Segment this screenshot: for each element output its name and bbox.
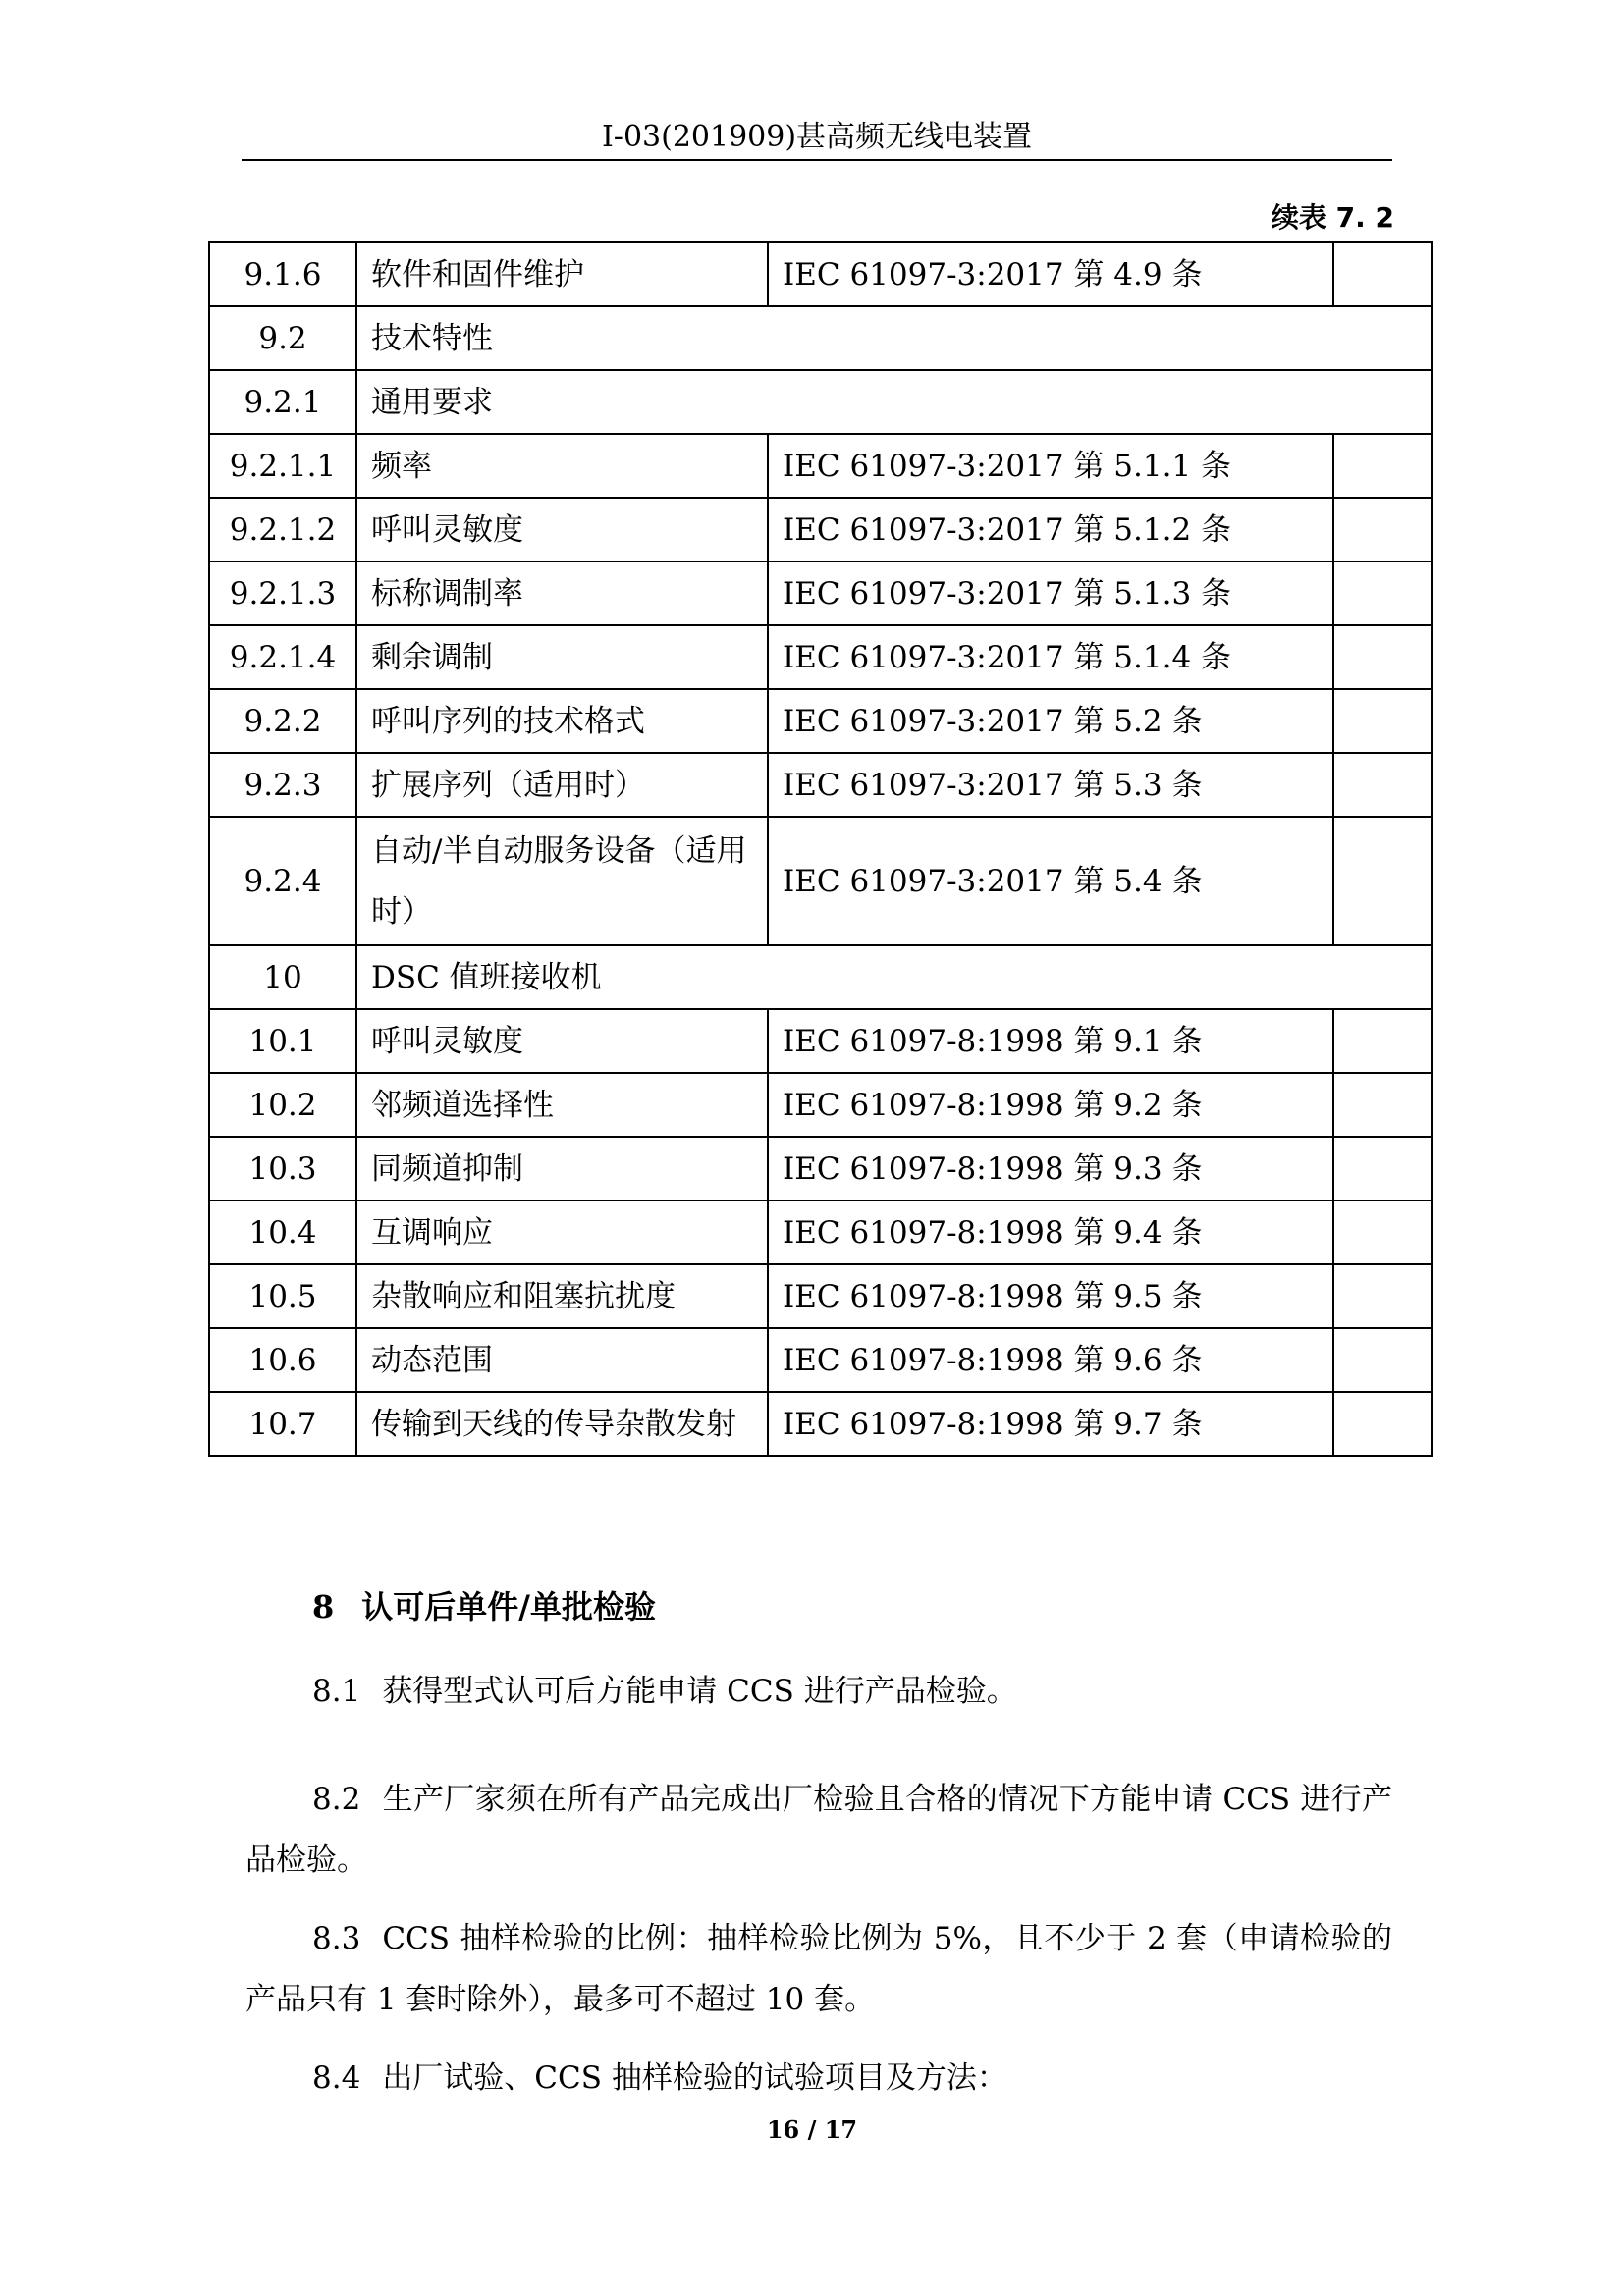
- result-cell: [1333, 625, 1432, 689]
- paragraph-8-2: [245, 1769, 1392, 1891]
- group-heading-cell: DSC 值班接收机: [356, 945, 1432, 1009]
- paragraph-number: 8.3: [312, 1921, 361, 1956]
- table-row: [209, 625, 1432, 689]
- test-item-cell: 邻频道选择性: [356, 1073, 768, 1137]
- spec-table-body: [209, 242, 1432, 1456]
- table-row: [209, 434, 1432, 498]
- clause-number-cell: 9.2.1.2: [209, 498, 356, 561]
- clause-number-cell: 9.2.3: [209, 753, 356, 817]
- table-row: [209, 1073, 1432, 1137]
- standard-reference-cell: IEC 61097-3:2017 第 5.1.1 条: [768, 434, 1333, 498]
- paragraph-text: 出厂试验、CCS 抽样检验的试验项目及方法：: [382, 2060, 1007, 2096]
- result-cell: [1333, 242, 1432, 306]
- test-item-cell: 传输到天线的传导杂散发射: [356, 1392, 768, 1456]
- paragraph-text: 生产厂家须在所有产品完成出厂检验且合格的情况下方能申请 CCS 进行产品检验。: [245, 1782, 1392, 1878]
- page-footer: [0, 2112, 1624, 2148]
- standard-reference-cell: IEC 61097-8:1998 第 9.5 条: [768, 1264, 1333, 1328]
- table-row: [209, 242, 1432, 306]
- clause-number-cell: 9.2.1.4: [209, 625, 356, 689]
- test-item-cell: 同频道抑制: [356, 1137, 768, 1201]
- paragraph-number: 8.1: [312, 1674, 361, 1709]
- clause-number-cell: 9.2: [209, 306, 356, 370]
- standard-reference-cell: IEC 61097-8:1998 第 9.2 条: [768, 1073, 1333, 1137]
- clause-number-cell: 10.4: [209, 1201, 356, 1264]
- table-row: [209, 1328, 1432, 1392]
- clause-number-cell: 10: [209, 945, 356, 1009]
- section-heading: [312, 1582, 656, 1631]
- clause-number-cell: 10.7: [209, 1392, 356, 1456]
- result-cell: [1333, 1392, 1432, 1456]
- test-item-cell: 频率: [356, 434, 768, 498]
- result-cell: [1333, 1201, 1432, 1264]
- result-cell: [1333, 434, 1432, 498]
- paragraph-8-3: [245, 1908, 1392, 2030]
- result-cell: [1333, 1009, 1432, 1073]
- table-row: [209, 498, 1432, 561]
- result-cell: [1333, 561, 1432, 625]
- clause-number-cell: 9.2.1.3: [209, 561, 356, 625]
- table-row: [209, 1201, 1432, 1264]
- paragraph-text: CCS 抽样检验的比例：抽样检验比例为 5%，且不少于 2 套（申请检验的产品只有 1 套时除外），最多可不超过 10 套。: [245, 1921, 1392, 2017]
- standard-reference-cell: IEC 61097-8:1998 第 9.3 条: [768, 1137, 1333, 1201]
- table-row: [209, 1009, 1432, 1073]
- test-item-cell: 互调响应: [356, 1201, 768, 1264]
- page-header: [242, 116, 1392, 161]
- table-row: [209, 1264, 1432, 1328]
- section-title-text: 认可后单件/单批检验: [361, 1588, 656, 1626]
- table-caption: 续表 7. 2: [1271, 201, 1394, 234]
- test-item-cell: 自动/半自动服务设备（适用时）: [356, 817, 768, 945]
- clause-number-cell: 9.2.1: [209, 370, 356, 434]
- header-title: I-03(201909)甚高频无线电装置: [601, 120, 1033, 154]
- page-number: 16 / 17: [766, 2115, 858, 2144]
- clause-number-cell: 9.2.4: [209, 817, 356, 945]
- table-row: [209, 1392, 1432, 1456]
- test-item-cell: 动态范围: [356, 1328, 768, 1392]
- clause-number-cell: 10.2: [209, 1073, 356, 1137]
- paragraph-number: 8.4: [312, 2060, 361, 2096]
- table-row: [209, 753, 1432, 817]
- clause-number-cell: 10.3: [209, 1137, 356, 1201]
- test-item-cell: 呼叫灵敏度: [356, 1009, 768, 1073]
- result-cell: [1333, 1137, 1432, 1201]
- clause-number-cell: 9.2.2: [209, 689, 356, 753]
- paragraph-8-4: [245, 2048, 1392, 2109]
- test-item-cell: 扩展序列（适用时）: [356, 753, 768, 817]
- clause-number-cell: 9.2.1.1: [209, 434, 356, 498]
- result-cell: [1333, 1073, 1432, 1137]
- standard-reference-cell: IEC 61097-8:1998 第 9.6 条: [768, 1328, 1333, 1392]
- standard-reference-cell: IEC 61097-8:1998 第 9.7 条: [768, 1392, 1333, 1456]
- table-row: [209, 945, 1432, 1009]
- table-row: [209, 1137, 1432, 1201]
- standard-reference-cell: IEC 61097-3:2017 第 5.2 条: [768, 689, 1333, 753]
- section-number: 8: [312, 1588, 335, 1626]
- result-cell: [1333, 498, 1432, 561]
- result-cell: [1333, 689, 1432, 753]
- standard-reference-cell: IEC 61097-3:2017 第 4.9 条: [768, 242, 1333, 306]
- paragraph-8-1: [245, 1661, 1392, 1722]
- result-cell: [1333, 1328, 1432, 1392]
- paragraph-text: 获得型式认可后方能申请 CCS 进行产品检验。: [382, 1674, 1017, 1709]
- group-heading-cell: 通用要求: [356, 370, 1432, 434]
- result-cell: [1333, 817, 1432, 945]
- test-item-cell: 呼叫序列的技术格式: [356, 689, 768, 753]
- standard-reference-cell: IEC 61097-3:2017 第 5.1.3 条: [768, 561, 1333, 625]
- table-row: [209, 689, 1432, 753]
- clause-number-cell: 10.1: [209, 1009, 356, 1073]
- test-item-cell: 杂散响应和阻塞抗扰度: [356, 1264, 768, 1328]
- standard-reference-cell: IEC 61097-3:2017 第 5.1.4 条: [768, 625, 1333, 689]
- test-item-cell: 呼叫灵敏度: [356, 498, 768, 561]
- result-cell: [1333, 753, 1432, 817]
- clause-number-cell: 10.5: [209, 1264, 356, 1328]
- table-row: [209, 817, 1432, 945]
- spec-table: [208, 241, 1433, 1457]
- test-item-cell: 软件和固件维护: [356, 242, 768, 306]
- table-row: [209, 370, 1432, 434]
- group-heading-cell: 技术特性: [356, 306, 1432, 370]
- standard-reference-cell: IEC 61097-3:2017 第 5.4 条: [768, 817, 1333, 945]
- table-row: [209, 561, 1432, 625]
- clause-number-cell: 9.1.6: [209, 242, 356, 306]
- standard-reference-cell: IEC 61097-8:1998 第 9.4 条: [768, 1201, 1333, 1264]
- paragraph-number: 8.2: [312, 1782, 361, 1817]
- table-row: [209, 306, 1432, 370]
- standard-reference-cell: IEC 61097-8:1998 第 9.1 条: [768, 1009, 1333, 1073]
- result-cell: [1333, 1264, 1432, 1328]
- clause-number-cell: 10.6: [209, 1328, 356, 1392]
- standard-reference-cell: IEC 61097-3:2017 第 5.3 条: [768, 753, 1333, 817]
- standard-reference-cell: IEC 61097-3:2017 第 5.1.2 条: [768, 498, 1333, 561]
- test-item-cell: 标称调制率: [356, 561, 768, 625]
- test-item-cell: 剩余调制: [356, 625, 768, 689]
